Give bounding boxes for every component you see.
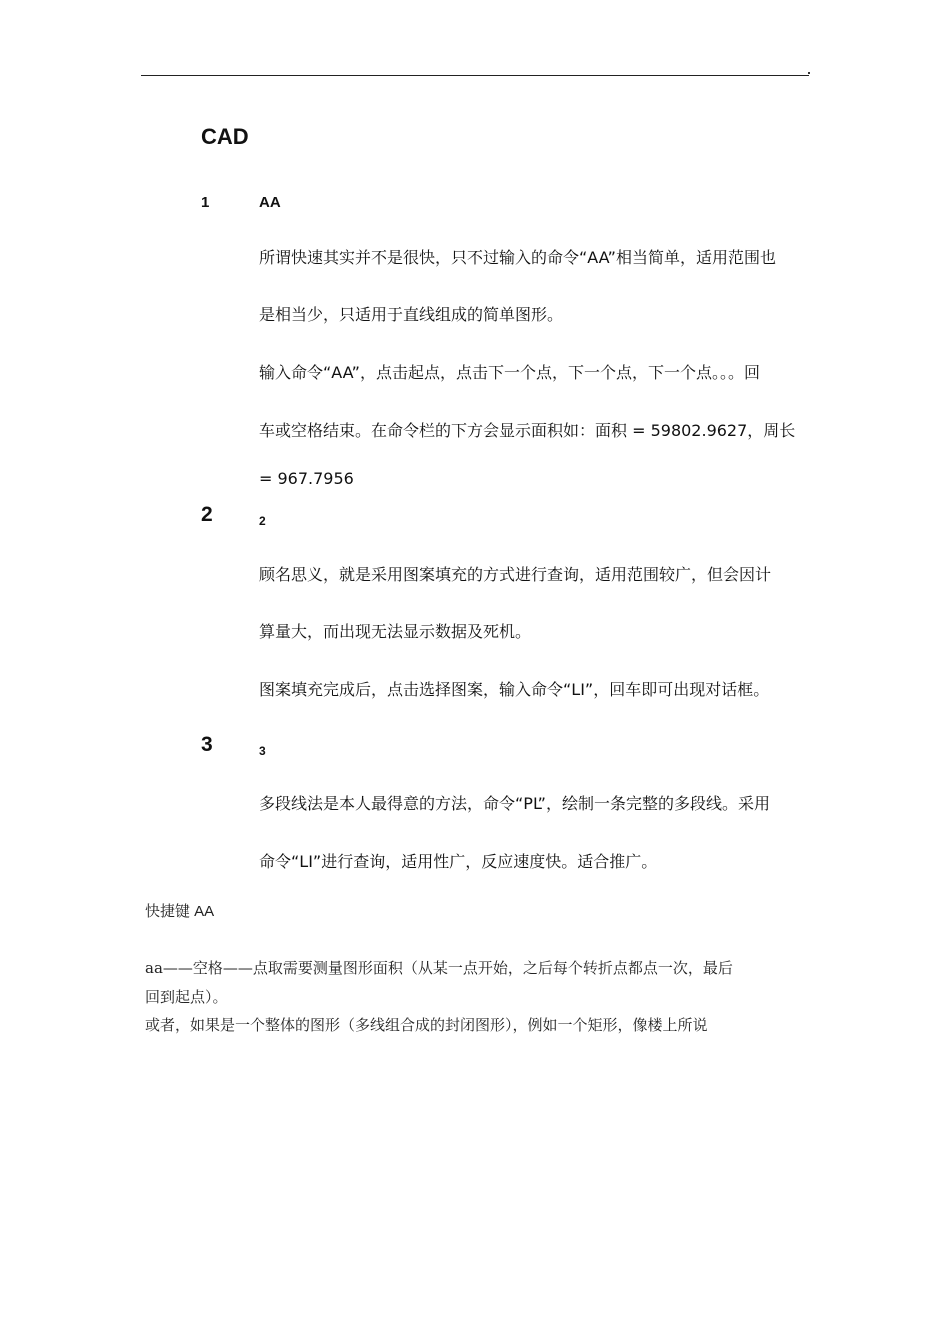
section-2-paragraph-3: 图案填充完成后，点击选择图案，输入命令“LI”，回车即可出现对话框。 [259, 680, 770, 699]
section-number-2: 2 [201, 503, 213, 526]
document-title: CAD [201, 124, 249, 149]
section-2-paragraph-2: 算量大，而出现无法显示数据及死机。 [259, 622, 532, 641]
section-3-paragraph-2: 命令“LI”进行查询，适用性广，反应速度快。适合推广。 [259, 852, 658, 871]
note-line-1: aa——空格——点取需要测量图形面积（从某一点开始，之后每个转折点都点一次，最后 [145, 959, 733, 977]
section-heading-2: 2 [259, 514, 266, 528]
section-2-paragraph-1: 顾名思义，就是采用图案填充的方式进行查询，适用范围较广，但会因计 [259, 565, 772, 584]
shortcut-note: 快捷键 AA [145, 903, 215, 920]
section-number-1: 1 [201, 194, 210, 211]
section-3-paragraph-1: 多段线法是本人最得意的方法，命令“PL”，绘制一条完整的多段线。采用 [259, 794, 770, 813]
section-heading-3: 3 [259, 744, 266, 758]
section-1-paragraph-3: 输入命令“AA”，点击起点，点击下一个点，下一个点，下一个点。。。回 [259, 363, 760, 382]
header-rule [141, 75, 809, 76]
section-heading-1: AA [259, 194, 281, 211]
section-1-paragraph-5: = 967.7956 [259, 469, 354, 488]
section-1-paragraph-4: 车或空格结束。在命令栏的下方会显示面积如：面积 = 59802.9627，周长 [259, 421, 796, 440]
section-1-paragraph-1: 所谓快速其实并不是很快，只不过输入的命令“AA”相当简单，适用范围也 [259, 248, 776, 267]
section-number-3: 3 [201, 733, 213, 756]
header-rule-mark [808, 72, 810, 74]
section-1-paragraph-2: 是相当少，只适用于直线组成的简单图形。 [259, 305, 564, 324]
note-line-3: 或者，如果是一个整体的图形（多线组合成的封闭图形），例如一个矩形，像楼上所说 [145, 1016, 708, 1034]
note-line-2: 回到起点）。 [145, 988, 228, 1006]
